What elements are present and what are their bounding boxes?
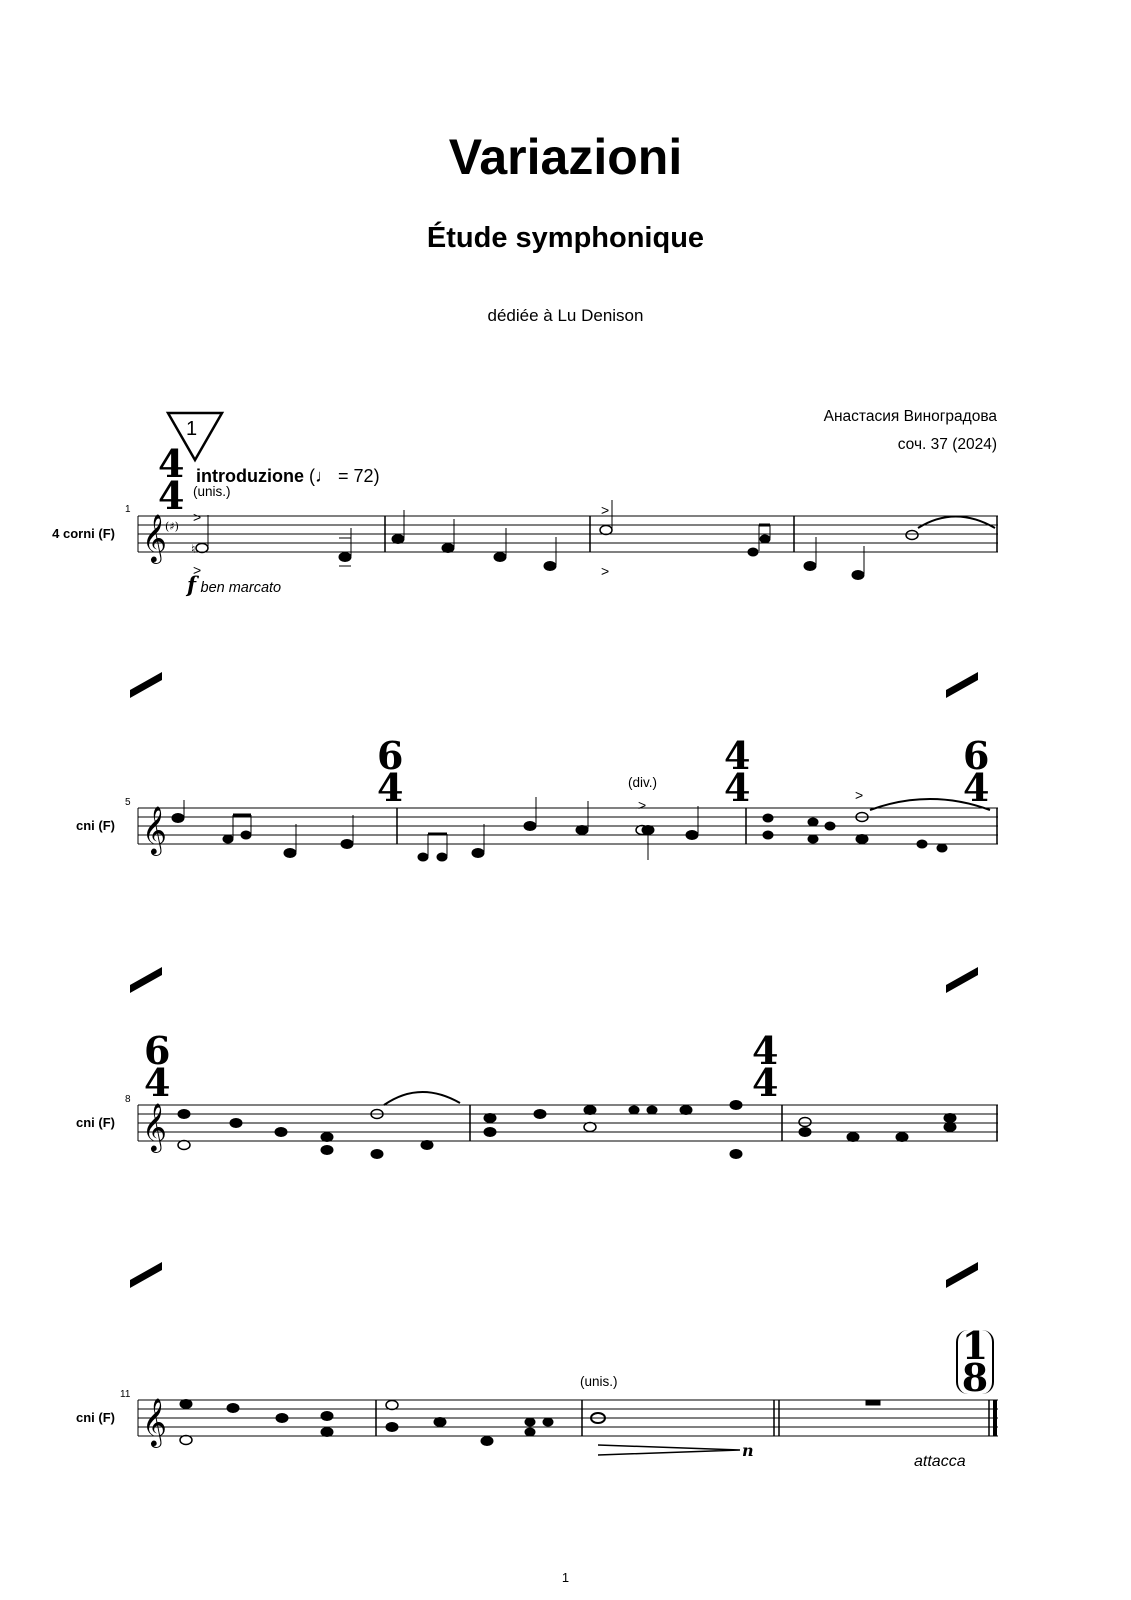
time-signature-s2-b: 4 4 [724, 733, 751, 810]
composer: Анастасия Виноградова [823, 408, 997, 425]
notes-system-3 [178, 1092, 956, 1159]
time-signature-s3-b: 4 4 [752, 1028, 779, 1105]
score-title: Variazioni [448, 129, 683, 185]
page-number: 1 [561, 1570, 570, 1585]
svg-text:>: > [193, 562, 202, 578]
svg-text:>: > [638, 797, 647, 813]
score-subtitle: Étude symphonique [426, 222, 705, 254]
svg-text:>: > [193, 509, 202, 525]
treble-clef: 𝄞 [142, 513, 167, 562]
notes-system-2 [172, 787, 990, 861]
time-signature-s1: 4 4 [158, 441, 185, 518]
svg-text:𝄞: 𝄞 [142, 805, 167, 854]
measure-number-s1: 1 [125, 504, 131, 515]
unis-marking-s4: (unis.) [580, 1374, 618, 1389]
opus-number: соч. 37 (2024) [897, 436, 997, 453]
dynamic-s1: f ben marcato [187, 572, 282, 597]
rehearsal-mark-number: 1 [186, 418, 198, 440]
svg-text:>: > [601, 502, 610, 518]
div-marking: (div.) [628, 775, 657, 790]
staff-system-3 [138, 1105, 998, 1141]
instrument-label-s2: cni (F) [76, 818, 115, 833]
measure-number-s4: 11 [120, 1389, 131, 1400]
instrument-label-s3: cni (F) [76, 1115, 115, 1130]
svg-text:>: > [601, 563, 610, 579]
unis-marking-s1: (unis.) [193, 484, 231, 499]
svg-text:𝄞: 𝄞 [142, 1397, 167, 1446]
staff-system-1 [138, 516, 998, 552]
svg-text:>: > [855, 787, 864, 803]
time-signature-s2-a: 6 4 [377, 733, 404, 810]
staff-system-2 [138, 808, 998, 844]
tempo-close: ) [373, 466, 380, 486]
dynamic-niente: n [742, 1441, 754, 1460]
measure-number-s3: 8 [125, 1094, 131, 1105]
time-signature-s2-c: 6 4 [963, 733, 990, 810]
instrument-label-s1: 4 corni (F) [52, 526, 115, 541]
instrument-label-s4: cni (F) [76, 1410, 115, 1425]
attacca-marking: attacca [914, 1453, 966, 1470]
tempo-label: introduzione [196, 466, 304, 486]
notes-system-1 [191, 500, 995, 580]
quarter-note-icon: ♩ [315, 466, 333, 486]
svg-text:♮: ♮ [191, 542, 196, 556]
svg-text:𝄞: 𝄞 [142, 1102, 167, 1151]
svg-text:(♯): (♯) [165, 520, 179, 533]
tempo-value: = 72 [338, 466, 374, 486]
measure-number-s2: 5 [125, 797, 131, 808]
time-signature-s4: 1 8 [956, 1330, 994, 1394]
time-signature-s3-a: 6 4 [144, 1028, 171, 1105]
system-separators [130, 672, 978, 1288]
tempo-open: ( [309, 466, 315, 486]
dedication: dédiée à Lu Denison [487, 306, 644, 325]
